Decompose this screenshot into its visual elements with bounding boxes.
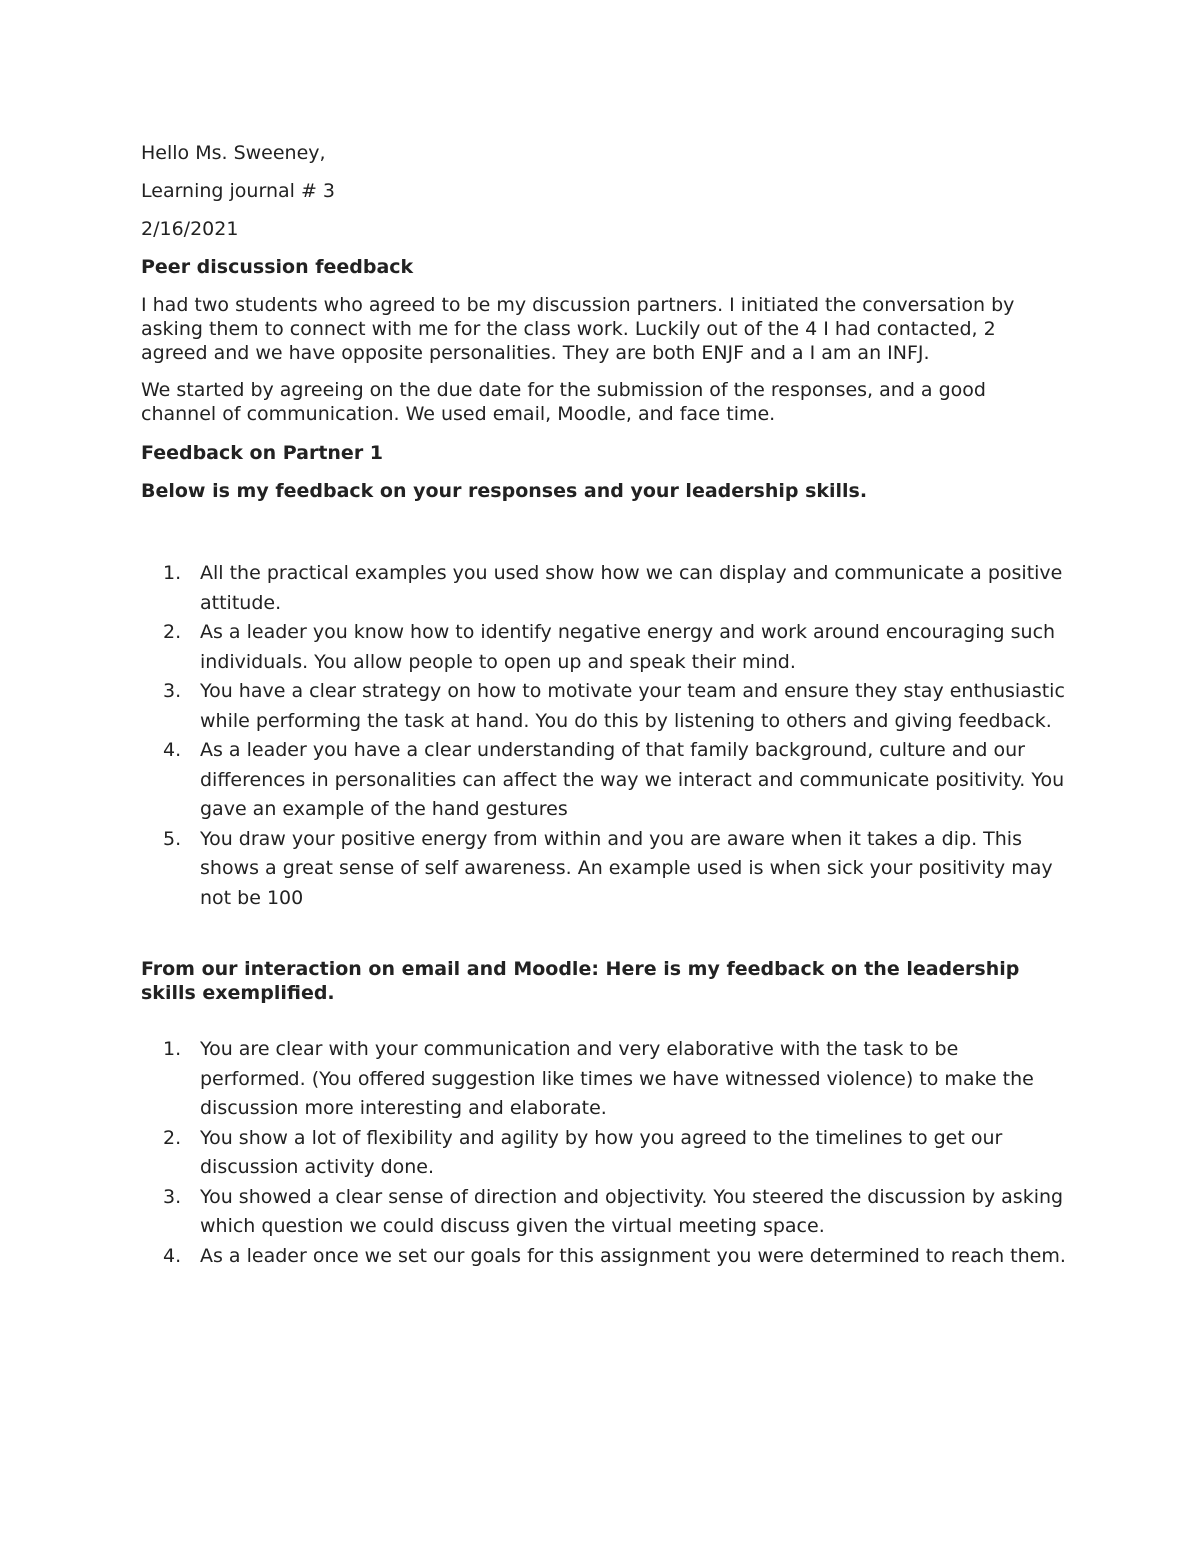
list-item-text: As a leader once we set our goals for this assignment you were determined to reach them. <box>200 1244 1066 1267</box>
list-item-text: You are clear with your communication and very elaborative with the task to be performed. (You offered suggestion like times we have witnessed violence) to make the discussion more interesting and elaborate. <box>200 1038 1034 1119</box>
list-item <box>141 677 1066 736</box>
greeting: Hello Ms. Sweeney, <box>141 142 326 164</box>
list-item-text: You showed a clear sense of direction and objectivity. You steered the discussion by asking which question we could discuss given the virtual meeting space. <box>200 1185 1064 1237</box>
section-heading-partner-1: Feedback on Partner 1 <box>141 442 384 464</box>
list-item-number: 5. <box>163 827 182 850</box>
list-item-text: You draw your positive energy from within and you are aware when it takes a dip. This shows a great sense of self awareness. An example used is when sick your positivity may not be 100 <box>200 827 1053 909</box>
list-item-number: 2. <box>163 1126 182 1149</box>
list-item <box>141 618 1066 677</box>
list-item-number: 1. <box>163 1038 182 1060</box>
list-item <box>141 1242 1066 1272</box>
document-page <box>141 141 1066 1271</box>
list-item <box>141 825 1066 914</box>
list-item <box>141 1035 1066 1124</box>
list-item-number: 4. <box>163 739 182 761</box>
list-item-text: All the practical examples you used show how we can display and communicate a positive attitude. <box>200 562 1063 614</box>
list-item-number: 1. <box>163 562 182 584</box>
list-item <box>141 559 1066 618</box>
list-item-number: 2. <box>163 621 182 643</box>
list-item-number: 3. <box>163 1185 182 1208</box>
list-item-text: You show a lot of flexibility and agility by how you agreed to the timelines to get our discussion activity done. <box>200 1126 1003 1178</box>
list-item-text: As a leader you know how to identify negative energy and work around encouraging such individuals. You allow people to open up and speak their mind. <box>200 621 1056 673</box>
list-item-number: 3. <box>163 680 182 702</box>
list-item <box>141 1124 1066 1183</box>
section-heading-peer-discussion: Peer discussion feedback <box>141 256 414 278</box>
leadership-feedback-list <box>141 1035 1066 1271</box>
partner-feedback-list <box>141 559 1066 913</box>
paragraph: We started by agreeing on the due date for the submission of the responses, and a good channel of communication. We used email, Moodle, and face time. <box>141 379 986 425</box>
list-item <box>141 736 1066 825</box>
section-subheading-feedback: Below is my feedback on your responses and your leadership skills. <box>141 480 868 502</box>
journal-date: 2/16/2021 <box>141 218 239 240</box>
list-item-text: As a leader you have a clear understanding of that family background, culture and our differences in personalities can affect the way we interact and communicate positivity. You gave an example of the hand gestures <box>200 739 1065 820</box>
journal-title: Learning journal # 3 <box>141 180 335 202</box>
paragraph: I had two students who agreed to be my discussion partners. I initiated the conversation by asking them to connect with me for the class work. Luckily out of the 4 I had contacted, 2 agreed and we have opposite personalities. They are both ENJF and a I am an INFJ. <box>141 294 1015 364</box>
list-item-text: You have a clear strategy on how to motivate your team and ensure they stay enthusiastic while performing the task at hand. You do this by listening to others and giving feedback. <box>200 680 1065 732</box>
list-item-number: 4. <box>163 1244 182 1267</box>
section-heading-interaction-feedback: From our interaction on email and Moodle: Here is my feedback on the leadership skills exemplified. <box>141 958 1020 1004</box>
list-item <box>141 1183 1066 1242</box>
